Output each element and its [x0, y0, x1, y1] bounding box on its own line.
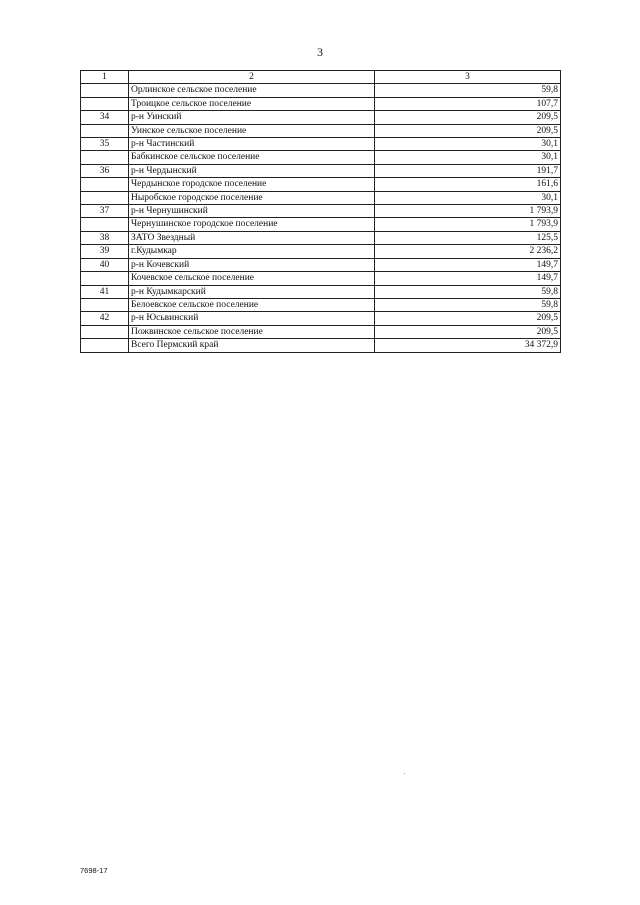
- row-name-cell: Уинское сельское поселение: [129, 124, 375, 137]
- row-value-cell: 59,8: [375, 285, 561, 298]
- table-row: [81, 285, 561, 298]
- table-row: [81, 245, 561, 258]
- row-value-cell: 161,6: [375, 178, 561, 191]
- row-number-cell: 37: [81, 205, 129, 218]
- column-header-1: 1: [81, 71, 129, 84]
- row-name-cell: Чернушинское городское поселение: [129, 218, 375, 231]
- row-name-cell: р-н Чернушинский: [129, 205, 375, 218]
- row-number-cell: 42: [81, 312, 129, 325]
- table-row: [81, 97, 561, 110]
- row-number-cell: [81, 325, 129, 338]
- row-value-cell: 209,5: [375, 111, 561, 124]
- table-row: [81, 298, 561, 311]
- row-number-cell: 39: [81, 245, 129, 258]
- table-row: [81, 312, 561, 325]
- table-row: [81, 272, 561, 285]
- row-value-cell: 209,5: [375, 124, 561, 137]
- table-row: [81, 191, 561, 204]
- row-value-cell: 125,5: [375, 231, 561, 244]
- row-name-cell: р-н Частинский: [129, 138, 375, 151]
- row-name-cell: р-н Чердынский: [129, 164, 375, 177]
- document-code: 7698-17: [80, 866, 108, 875]
- row-name-cell: р-н Кудымкарский: [129, 285, 375, 298]
- row-name-cell: р-н Кочевский: [129, 258, 375, 271]
- row-value-cell: 59,8: [375, 84, 561, 97]
- row-value-cell: 30,1: [375, 138, 561, 151]
- row-value-cell: 1 793,9: [375, 218, 561, 231]
- row-number-cell: [81, 191, 129, 204]
- row-name-cell: г.Кудымкар: [129, 245, 375, 258]
- table-row: [81, 151, 561, 164]
- table-row: [81, 325, 561, 338]
- row-number-cell: [81, 84, 129, 97]
- table-header-row: [81, 71, 561, 84]
- column-header-2: 2: [129, 71, 375, 84]
- row-number-cell: [81, 218, 129, 231]
- row-value-cell: 149,7: [375, 258, 561, 271]
- row-name-cell: Кочевское сельское поселение: [129, 272, 375, 285]
- row-value-cell: 2 236,2: [375, 245, 561, 258]
- table-row: [81, 218, 561, 231]
- table-row: [81, 258, 561, 271]
- row-number-cell: [81, 339, 129, 352]
- table-row: [81, 205, 561, 218]
- allocation-table: [80, 70, 561, 353]
- row-number-cell: [81, 151, 129, 164]
- row-number-cell: [81, 272, 129, 285]
- row-value-cell: 1 793,9: [375, 205, 561, 218]
- row-number-cell: 41: [81, 285, 129, 298]
- row-name-cell: р-н Уинский: [129, 111, 375, 124]
- row-value-cell: 191,7: [375, 164, 561, 177]
- row-name-cell: Ныробское городское поселение: [129, 191, 375, 204]
- row-number-cell: 35: [81, 138, 129, 151]
- table-row: [81, 178, 561, 191]
- table-row: [81, 111, 561, 124]
- row-name-cell: Бабкинское сельское поселение: [129, 151, 375, 164]
- row-number-cell: 40: [81, 258, 129, 271]
- row-number-cell: 34: [81, 111, 129, 124]
- row-number-cell: [81, 97, 129, 110]
- table-body: [81, 84, 561, 352]
- row-name-cell: Чердынское городское поселение: [129, 178, 375, 191]
- table-row: [81, 164, 561, 177]
- row-value-cell: 30,1: [375, 151, 561, 164]
- row-number-cell: [81, 124, 129, 137]
- row-name-cell: Белоевское сельское поселение: [129, 298, 375, 311]
- row-value-cell: 209,5: [375, 312, 561, 325]
- table-row: [81, 138, 561, 151]
- row-value-cell: 149,7: [375, 272, 561, 285]
- row-value-cell: 107,7: [375, 97, 561, 110]
- row-name-cell: Орлинское сельское поселение: [129, 84, 375, 97]
- row-name-cell: ЗАТО Звездный: [129, 231, 375, 244]
- table-row: [81, 84, 561, 97]
- row-name-cell: Пожвинское сельское поселение: [129, 325, 375, 338]
- row-value-cell: 30,1: [375, 191, 561, 204]
- table-row: [81, 124, 561, 137]
- column-header-3: 3: [375, 71, 561, 84]
- row-number-cell: 38: [81, 231, 129, 244]
- row-value-cell: 34 372,9: [375, 339, 561, 352]
- page-number: 3: [317, 45, 323, 59]
- table-row: [81, 231, 561, 244]
- row-number-cell: 36: [81, 164, 129, 177]
- row-value-cell: 59,8: [375, 298, 561, 311]
- row-name-cell: Троицкое сельское поселение: [129, 97, 375, 110]
- row-number-cell: [81, 178, 129, 191]
- row-name-cell: Всего Пермский край: [129, 339, 375, 352]
- row-value-cell: 209,5: [375, 325, 561, 338]
- scan-speck: [404, 773, 405, 774]
- row-number-cell: [81, 298, 129, 311]
- row-name-cell: р-н Юсьвинский: [129, 312, 375, 325]
- table-row: [81, 339, 561, 352]
